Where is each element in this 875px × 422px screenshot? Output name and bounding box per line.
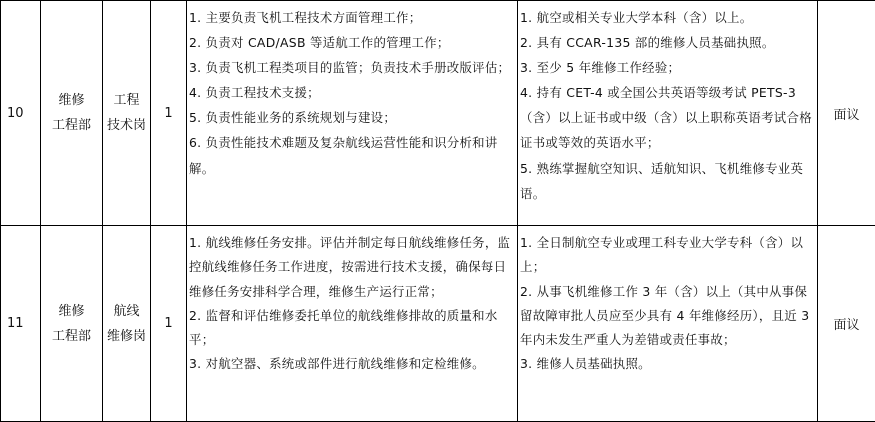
recruit-method-cell: 面议: [818, 226, 875, 422]
department-line: 维修: [41, 88, 102, 113]
position-line: 技术岗: [103, 113, 150, 138]
department-cell: [41, 1, 103, 226]
position-cell: [103, 226, 151, 422]
row-number: 10: [1, 1, 41, 226]
duty-item: 3. 负责飞机工程类项目的监管；负责技术手册改版评估；: [189, 55, 515, 80]
duty-item: 5. 负责性能业务的系统规划与建设；: [189, 105, 515, 130]
table-row: [1, 1, 875, 226]
requirement-item: 2. 具有 CCAR-135 部的维修人员基础执照。: [520, 30, 815, 55]
position-cell: [103, 1, 151, 226]
duty-item: 4. 负责工程技术支援；: [189, 80, 515, 105]
table-row: [1, 226, 875, 422]
requirements-cell: [518, 226, 818, 422]
duty-item: 6. 负责性能技术难题及复杂航线运营性能和识分析和讲解。: [189, 130, 515, 180]
duty-item: 3. 对航空器、系统或部件进行航线维修和定检维修。: [189, 352, 515, 376]
duty-item: 2. 负责对 CAD/ASB 等适航工作的管理工作；: [189, 30, 515, 55]
duty-item: 1. 航线维修任务安排。评估并制定每日航线维修任务，监控航线维修任务工作进度，按需进行技术支援，确保每日维修任务安排科学合理，维修生产运行正常；: [189, 231, 515, 304]
department-cell: [41, 226, 103, 422]
position-line: 工程: [103, 88, 150, 113]
requirement-item: 4. 持有 CET-4 或全国公共英语等级考试 PETS-3（含）以上证书或中级（含）以上职称英语考试合格证书或等效的英语水平；: [520, 80, 815, 155]
recruit-method-cell: 面议: [818, 1, 875, 226]
requirement-item: 1. 航空或相关专业大学本科（含）以上。: [520, 5, 815, 30]
requirement-item: 5. 熟练掌握航空知识、适航知识、飞机维修专业英语。: [520, 156, 815, 206]
headcount-cell: 1: [151, 226, 187, 422]
position-line: 维修岗: [103, 324, 150, 349]
duty-item: 1. 主要负责飞机工程技术方面管理工作；: [189, 5, 515, 30]
requirement-item: 3. 至少 5 年维修工作经验；: [520, 55, 815, 80]
requirement-item: 1. 全日制航空专业或理工科专业大学专科（含）以上；: [520, 231, 815, 280]
position-line: 航线: [103, 299, 150, 324]
duty-item: 2. 监督和评估维修委托单位的航线维修排故的质量和水平；: [189, 304, 515, 353]
department-line: 维修: [41, 299, 102, 324]
department-line: 工程部: [41, 113, 102, 138]
duties-cell: [187, 1, 518, 226]
headcount-cell: 1: [151, 1, 187, 226]
row-number: 11: [1, 226, 41, 422]
department-line: 工程部: [41, 324, 102, 349]
requirements-cell: [518, 1, 818, 226]
duties-cell: [187, 226, 518, 422]
requirement-item: 3. 维修人员基础执照。: [520, 352, 815, 376]
requirement-item: 2. 从事飞机维修工作 3 年（含）以上（其中从事保留故障审批人员应至少具有 4 年维修经历），且近 3 年内未发生严重人为差错或责任事故；: [520, 280, 815, 353]
